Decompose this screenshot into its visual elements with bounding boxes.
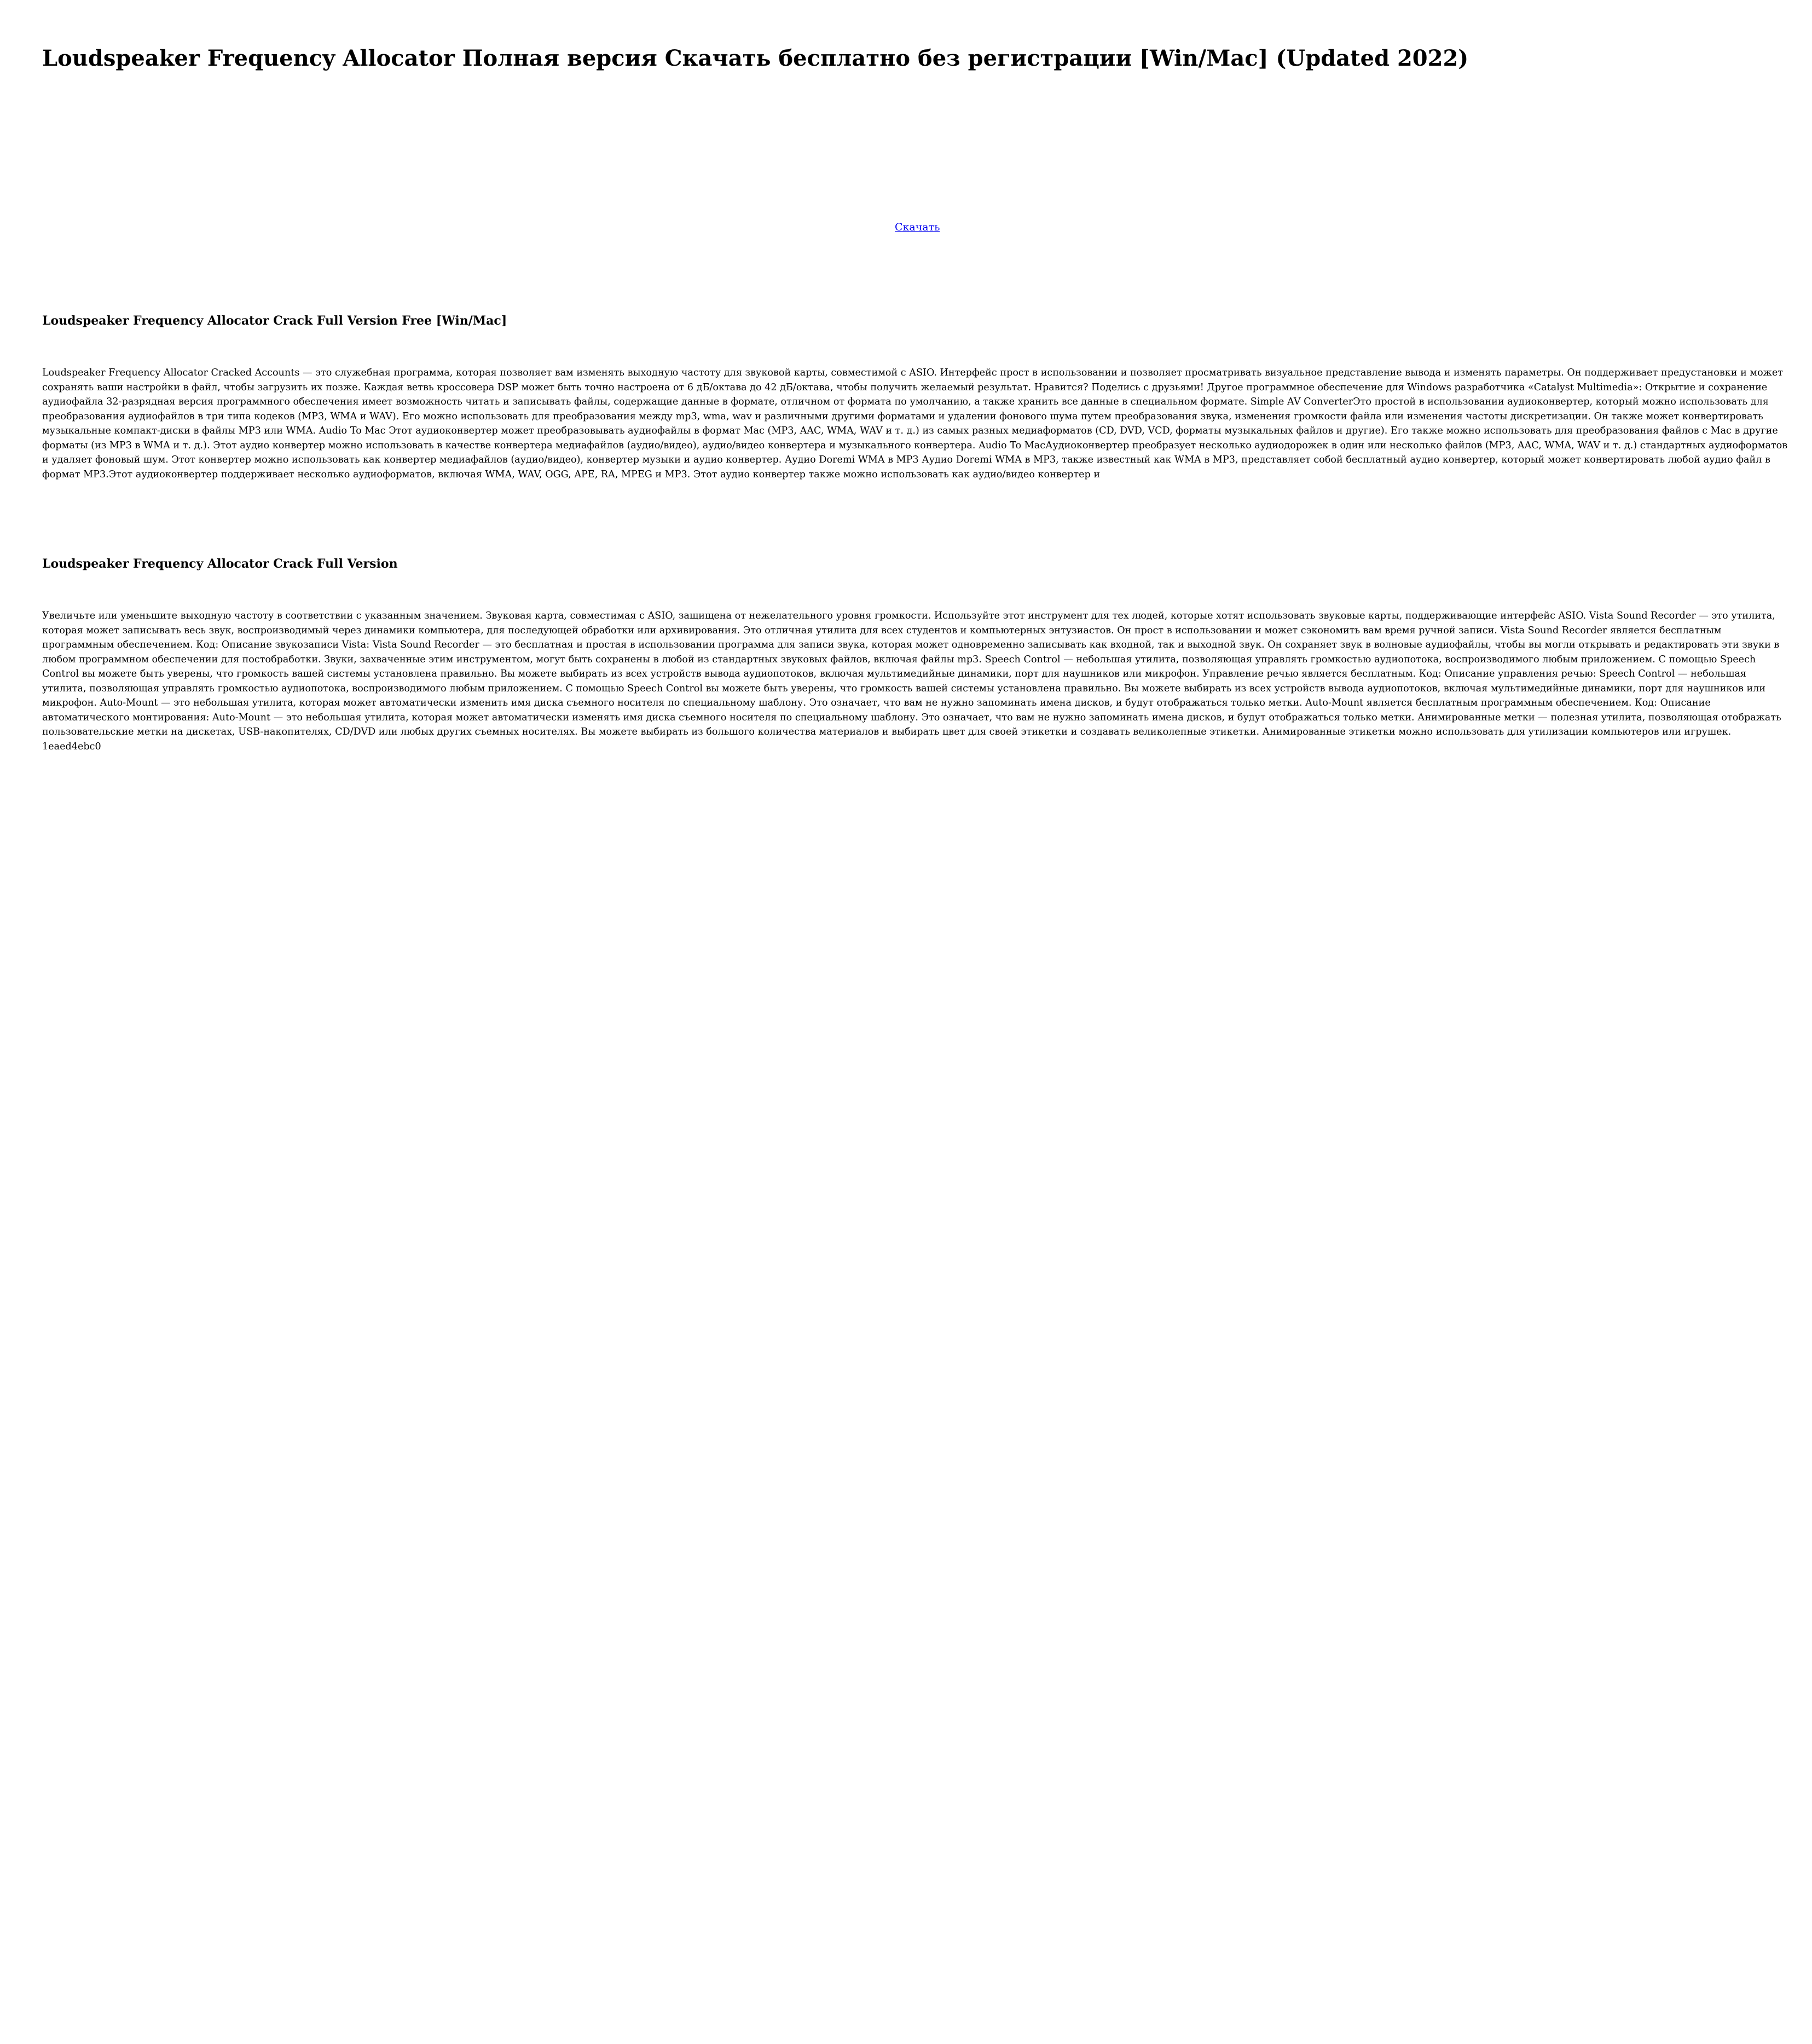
section-heading-crack-full-version: Loudspeaker Frequency Allocator Crack Full Version <box>42 557 398 571</box>
page-title: Loudspeaker Frequency Allocator Полная версия Скачать бесплатно без регистрации [Win/Mac] (Updated 2022) <box>42 45 1469 71</box>
section-paragraph: Увеличьте или уменьшите выходную частоту в соответствии с указанным значением. Звуковая карта, совместимая с ASIO, защищена от нежелательного уровня громкости. Используйте этот инструмент для тех людей, которые хотят использовать звуковые карты, поддерживающие интерфейс ASIO. Vista Sound Recorder — это утилита, которая может записывать весь звук, воспроизводимый через динамики компьютера, для последующей обработки или архивирования. Это отличная утилита для всех студентов и компьютерных энтузиастов. Он прост в использовании и может сэкономить вам время ручной записи. Vista Sound Recorder является бесплатным программным обеспечением. Код: Описание звукозаписи Vista: Vista Sound Recorder — это бесплатная и простая в использовании программа для записи звука, которая может одновременно записывать как входной, так и выходной звук. Он сохраняет звук в волновые аудиофайлы, чтобы вы могли открывать и редактировать эти звуки в любом программном обеспечении для постобработки. Звуки, захваченные этим инструментом, могут быть сохранены в любой из стандартных звуковых файлов, включая файлы mp3. Speech Control — небольшая утилита, позволяющая управлять громкостью аудиопотока, воспроизводимого любым приложением. С помощью Speech Control вы можете быть уверены, что громкость вашей системы установлена правильно. Вы можете выбирать из всех устройств вывода аудиопотоков, включая мультимедийные динамики, порт для наушников или микрофон. Управление речью является бесплатным. Код: Описание управления речью: Speech Control — небольшая утилита, позволяющая управлять громкостью аудиопотока, воспроизводимого любым приложением. С помощью Speech Control вы можете быть уверены, что громкость вашей системы установлена правильно. Вы можете выбирать из всех устройств вывода аудиопотоков, включая мультимедийные динамики, порт для наушников или микрофон. Auto-Mount — это небольшая утилита, которая может автоматически изменить имя диска съемного носителя по специальному шаблону. Это означает, что вам не нужно запоминать имена дисков, и будут отображаться только метки. Auto-Mount является бесплатным программным обеспечением. Код: Описание автоматического монтирования: Auto-Mount — это небольшая утилита, которая может автоматически изменять имя диска съемного носителя по специальному шаблону. Это означает, что вам не нужно запоминать имена дисков, и будут отображаться только метки. Анимированные метки — полезная утилита, позволяющая отображать пользовательские метки на дискетах, USB-накопителях, CD/DVD или любых других съемных носителях. Вы можете выбирать из большого количества материалов и выбирать цвет для своей этикетки и создавать великолепные этикетки. Анимированные этикетки можно использовать для утилизации компьютеров или игрушек. 1eaed4ebc0 <box>42 610 1781 752</box>
section-paragraph: Loudspeaker Frequency Allocator Cracked Accounts — это служебная программа, которая позволяет вам изменять выходную частоту для звуковой карты, совместимой с ASIO. Интерфейс прост в использовании и позволяет просматривать визуальное представление вывода и изменять параметры. Он поддерживает предустановки и может сохранять ваши настройки в файл, чтобы загрузить их позже. Каждая ветвь кроссовера DSP может быть точно настроена от 6 дБ/октава до 42 дБ/октава, чтобы получить желаемый результат. Нравится? Поделись с друзьями! Другое программное обеспечение для Windows разработчика «Catalyst Multimedia»: Открытие и сохранение аудиофайла 32-разрядная версия программного обеспечения имеет возможность читать и записывать файлы, содержащие данные в формате, отличном от формата по умолчанию, а также хранить все данные в специальном формате. Simple AV ConverterЭто простой в использовании аудиоконвертер, который можно использовать для преобразования аудиофайлов в три типа кодеков (MP3, WMA и WAV). Его можно использовать для преобразования между mp3, wma, wav и различными другими форматами и удалении фонового шума путем преобразования звука, изменения громкости файла или изменения частоты дискретизации. Он также может конвертировать музыкальные компакт-диски в файлы MP3 или WMA. Audio To Mac Этот аудиоконвертер может преобразовывать аудиофайлы в формат Mac (MP3, AAC, WMA, WAV и т. д.) из самых разных медиаформатов (CD, DVD, VCD, форматы музыкальных файлов и другие). Его также можно использовать для преобразования файлов с Mac в другие форматы (из MP3 в WMA и т. д.). Этот аудио конвертер можно использовать в качестве конвертера медиафайлов (аудио/видео), аудио/видео конвертера и музыкального конвертера. Audio To MacАудиоконвертер преобразует несколько аудиодорожек в один или несколько файлов (MP3, AAC, WMA, WAV и т. д.) стандартных аудиоформатов и удаляет фоновый шум. Этот конвертер можно использовать как конвертер медиафайлов (аудио/видео), конвертер музыки и аудио конвертер. Аудио Doremi WMA в MP3 Аудио Doremi WMA в MP3, также известный как WMA в MP3, представляет собой бесплатный аудио конвертер, который может конвертировать любой аудио файл в формат MP3.Этот аудиоконвертер поддерживает несколько аудиоформатов, включая WMA, WAV, OGG, APE, RA, MPEG и MP3. Этот аудио конвертер также можно использовать как аудио/видео конвертер и <box>42 367 1788 480</box>
section-heading-crack-full-version-free: Loudspeaker Frequency Allocator Crack Full Version Free [Win/Mac] <box>42 314 507 328</box>
download-link[interactable]: Скачать <box>895 221 940 233</box>
